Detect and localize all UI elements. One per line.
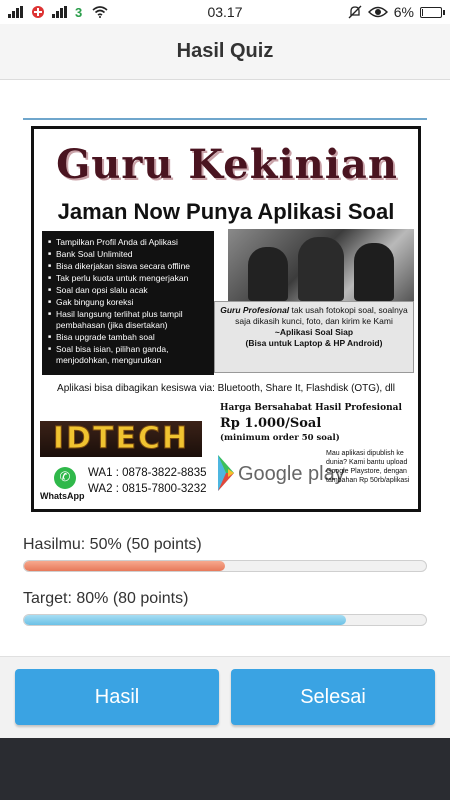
person-silhouette xyxy=(354,243,394,301)
quiz-result-content xyxy=(0,80,450,656)
ad-feature-list xyxy=(42,231,214,375)
battery-percent: 6% xyxy=(393,4,414,20)
selesai-button[interactable]: Selesai xyxy=(231,669,435,725)
wifi-icon xyxy=(92,6,108,18)
footer-actions xyxy=(0,656,450,738)
app-bar xyxy=(0,24,450,80)
ad-feature-item: ■ Bisa dikerjakan siswa secara offline xyxy=(48,261,208,272)
ad-feature-item: ■ Bisa upgrade tambah soal xyxy=(48,332,208,343)
ad-price-note: (minimum order 50 soal) xyxy=(220,433,340,443)
status-right-icons xyxy=(292,4,442,20)
score-progress-bar xyxy=(23,560,427,572)
ad-quote-device: (Bisa untuk Laptop & HP Android) xyxy=(245,338,383,348)
target-progress-bar xyxy=(23,614,427,626)
score-label: Hasilmu: 50% (50 points) xyxy=(23,536,202,553)
mute-icon xyxy=(348,5,362,19)
google-play-text: Google play xyxy=(238,463,345,485)
ad-quote-body: tak usah fotokopi soal, soalnya saja dikasih kunci, foto, dan kirim ke Kami xyxy=(235,305,408,326)
google-play-badge xyxy=(216,449,345,499)
airplane-notification-icon xyxy=(30,5,46,19)
ad-price-title: Harga Bersahabat Hasil Profesional xyxy=(220,403,402,413)
ad-feature-item: ■ Tak perlu kuota untuk mengerjakan xyxy=(48,273,208,284)
score-progress-fill xyxy=(24,561,225,571)
svg-text:3: 3 xyxy=(75,5,83,19)
ad-feature-item: ■ Soal bisa isian, pilihan ganda, menjodohkan, mengurutkan xyxy=(48,344,208,366)
ad-divider xyxy=(23,118,427,120)
status-time: 03.17 xyxy=(207,4,243,20)
ad-subtitle: Jaman Now Punya Aplikasi Soal xyxy=(57,199,395,224)
system-navigation-bar xyxy=(0,738,450,800)
person-silhouette xyxy=(248,247,288,301)
ad-banner-image xyxy=(23,118,427,518)
page-title: Hasil Quiz xyxy=(176,40,274,62)
battery-icon xyxy=(420,7,442,18)
wa2-number: WA2 : 0815-7800-3232 xyxy=(88,483,207,495)
signal-icon xyxy=(8,6,24,18)
signal-icon xyxy=(52,6,68,18)
ad-quote-em: Guru Profesional xyxy=(220,305,290,315)
ad-share-text: Aplikasi bisa dibagikan kesiswa via: Bluetooth, Share It, Flashdisk (OTG), dll xyxy=(57,383,395,394)
google-play-icon xyxy=(216,453,236,493)
ad-title: Guru Kekinian xyxy=(56,141,398,188)
wa1-number: WA1 : 0878-3822-8835 xyxy=(88,467,207,479)
ad-feature-item: ■ Hasil langsung terlihat plus tampil pembahasan (jika disertakan) xyxy=(48,309,208,331)
whatsapp-icon: ✆ xyxy=(54,467,76,489)
target-label: Target: 80% (80 points) xyxy=(23,590,189,607)
ad-feature-item: ■ Gak bingung koreksi xyxy=(48,297,208,308)
target-progress-fill xyxy=(24,615,346,625)
status-bar xyxy=(0,0,450,24)
ad-frame xyxy=(31,126,421,512)
number-3-icon xyxy=(74,5,86,19)
ad-playstore-note: Mau aplikasi dipublish ke dunia? Kami bantu upload Google Playstore, dengan tambahan Rp 50rb/aplikasi xyxy=(326,450,410,484)
whatsapp-label: WhatsApp xyxy=(40,491,85,501)
ad-quote-box xyxy=(214,301,414,373)
status-left-icons xyxy=(8,5,158,19)
ad-feature-item: ■ Tampilkan Profil Anda di Aplikasi xyxy=(48,237,208,248)
person-silhouette xyxy=(298,237,344,301)
ad-quote-tag: ~Aplikasi Soal Siap xyxy=(274,327,354,337)
hasil-button[interactable]: Hasil xyxy=(15,669,219,725)
ad-feature-item: ■ Soal dan opsi slalu acak xyxy=(48,285,208,296)
ad-photo xyxy=(228,229,414,301)
eye-icon xyxy=(368,6,388,18)
ad-price: Rp 1.000/Soal xyxy=(220,416,322,431)
ad-phone-numbers xyxy=(88,465,218,497)
idtech-logo: IDTECH xyxy=(40,421,202,457)
ad-feature-item: ■ Bank Soal Unlimited xyxy=(48,249,208,260)
